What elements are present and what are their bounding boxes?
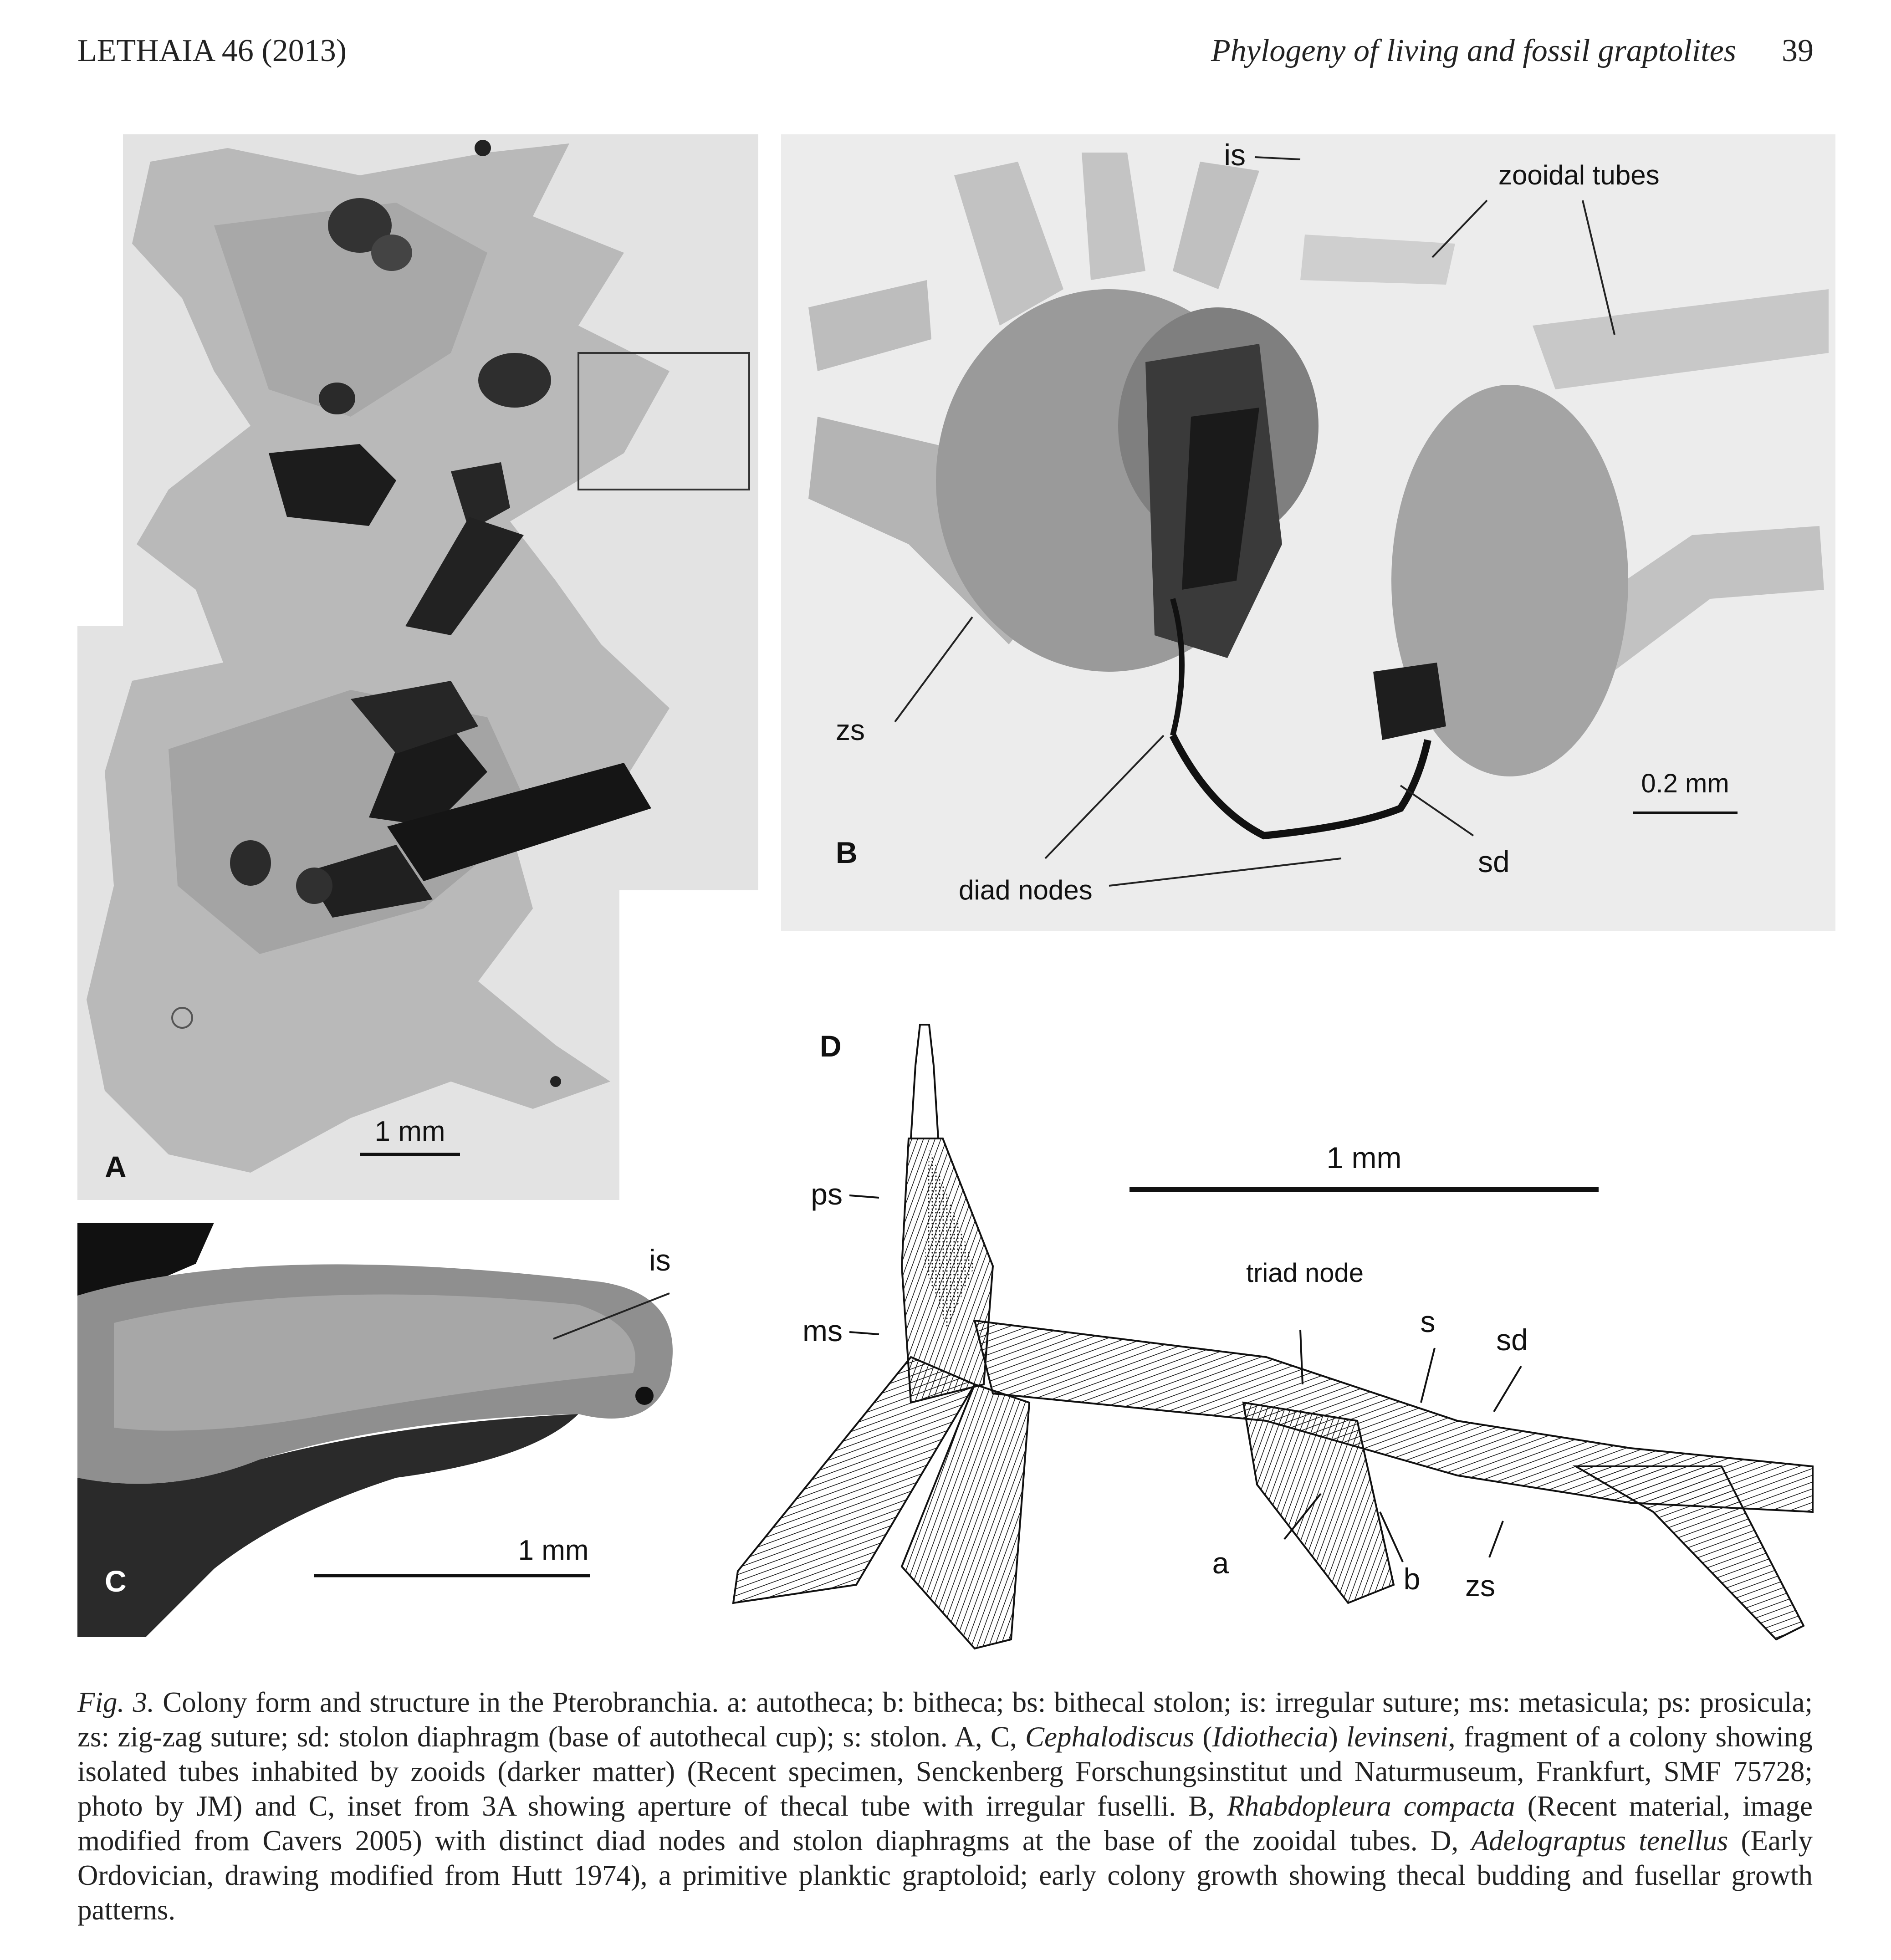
panel-b-label-is: is [1224, 138, 1246, 172]
caption-fig-number: Fig. 3. [77, 1686, 154, 1718]
running-title: Phylogeny of living and fossil graptolites [1211, 33, 1736, 68]
figure-caption [77, 1685, 1813, 1927]
caption-text-5: (Recent material, image modified from Cavers 2005) with distinct diad nodes and stolon diaphragms at the base of the zooidal tubes. D, [77, 1790, 1813, 1857]
panel-b-label-zs: zs [836, 714, 865, 746]
panel-a-photo [77, 134, 758, 1200]
running-header [77, 33, 1814, 78]
panel-d-drawing [720, 1011, 1849, 1680]
panel-a-scale-label: 1 mm [374, 1116, 445, 1147]
panel-b-photo [781, 134, 1835, 931]
panel-c-label-is: is [649, 1243, 671, 1277]
panel-b-label-zooidal-tubes: zooidal tubes [1498, 160, 1660, 190]
panel-d-scale-label: 1 mm [1326, 1141, 1402, 1174]
caption-text-2: ( [1194, 1721, 1212, 1753]
panel-d-label-ps: ps [811, 1177, 843, 1211]
caption-genus-cephalodiscus: Cephalodiscus [1025, 1721, 1195, 1753]
panel-a-letter: A [105, 1150, 127, 1184]
caption-taxon-rhabdopleura: Rhabdopleura compacta [1227, 1790, 1515, 1822]
panel-d-label-s: s [1420, 1305, 1436, 1338]
caption-text-1: Colony form and structure in the Pterobranchia. a: autotheca; b: bitheca; bs: bithecal stolon; is: irregular suture; ms: metasicula; ps: prosicula; zs: zig-zag suture; sd: stolon diaphragm (base of autothecal cup); s: stolon. A, C, [77, 1686, 1813, 1753]
panel-b-label-diad-nodes: diad nodes [959, 875, 1093, 905]
caption-text-3: ) [1328, 1721, 1346, 1753]
caption-taxon-adelograptus: Adelograptus tenellus [1471, 1825, 1728, 1857]
caption-text-4: , fragment of a colony showing isolated tubes inhabited by zooids (darker matter) (Recent specimen, Senckenberg Forschungsinstitut und Naturmuseum, Frankfurt, SMF 75728; photo by JM) and C, inset from 3A showing aperture of thecal tube with irregular fuselli. B, [77, 1721, 1813, 1822]
panel-d-label-triad-node: triad node [1246, 1258, 1364, 1288]
panel-b-label-sd: sd [1478, 845, 1510, 878]
page-number: 39 [1782, 33, 1814, 68]
caption-subgenus-idiothecia: Idiothecia [1212, 1721, 1329, 1753]
panel-c-scale-label: 1 mm [518, 1535, 589, 1566]
caption-species-levinseni: levinseni [1346, 1721, 1448, 1753]
panel-d-label-a: a [1212, 1546, 1229, 1580]
panel-d-label-sd: sd [1496, 1323, 1528, 1357]
panel-b-letter: B [836, 836, 858, 869]
panel-d-label-zs: zs [1465, 1569, 1495, 1603]
panel-b-scale-label: 0.2 mm [1641, 769, 1729, 798]
panel-c-letter: C [105, 1564, 127, 1598]
panel-d-label-b: b [1403, 1562, 1421, 1596]
journal-citation: LETHAIA 46 (2013) [77, 33, 347, 68]
panel-c-photo [77, 1223, 715, 1637]
caption-text-6: (Early Ordovician, drawing modified from Hutt 1974), a primitive planktic graptoloid; early colony growth showing thecal budding and fusellar growth patterns. [77, 1825, 1813, 1926]
panel-d-label-ms: ms [802, 1314, 843, 1348]
panel-d-letter: D [820, 1029, 842, 1063]
